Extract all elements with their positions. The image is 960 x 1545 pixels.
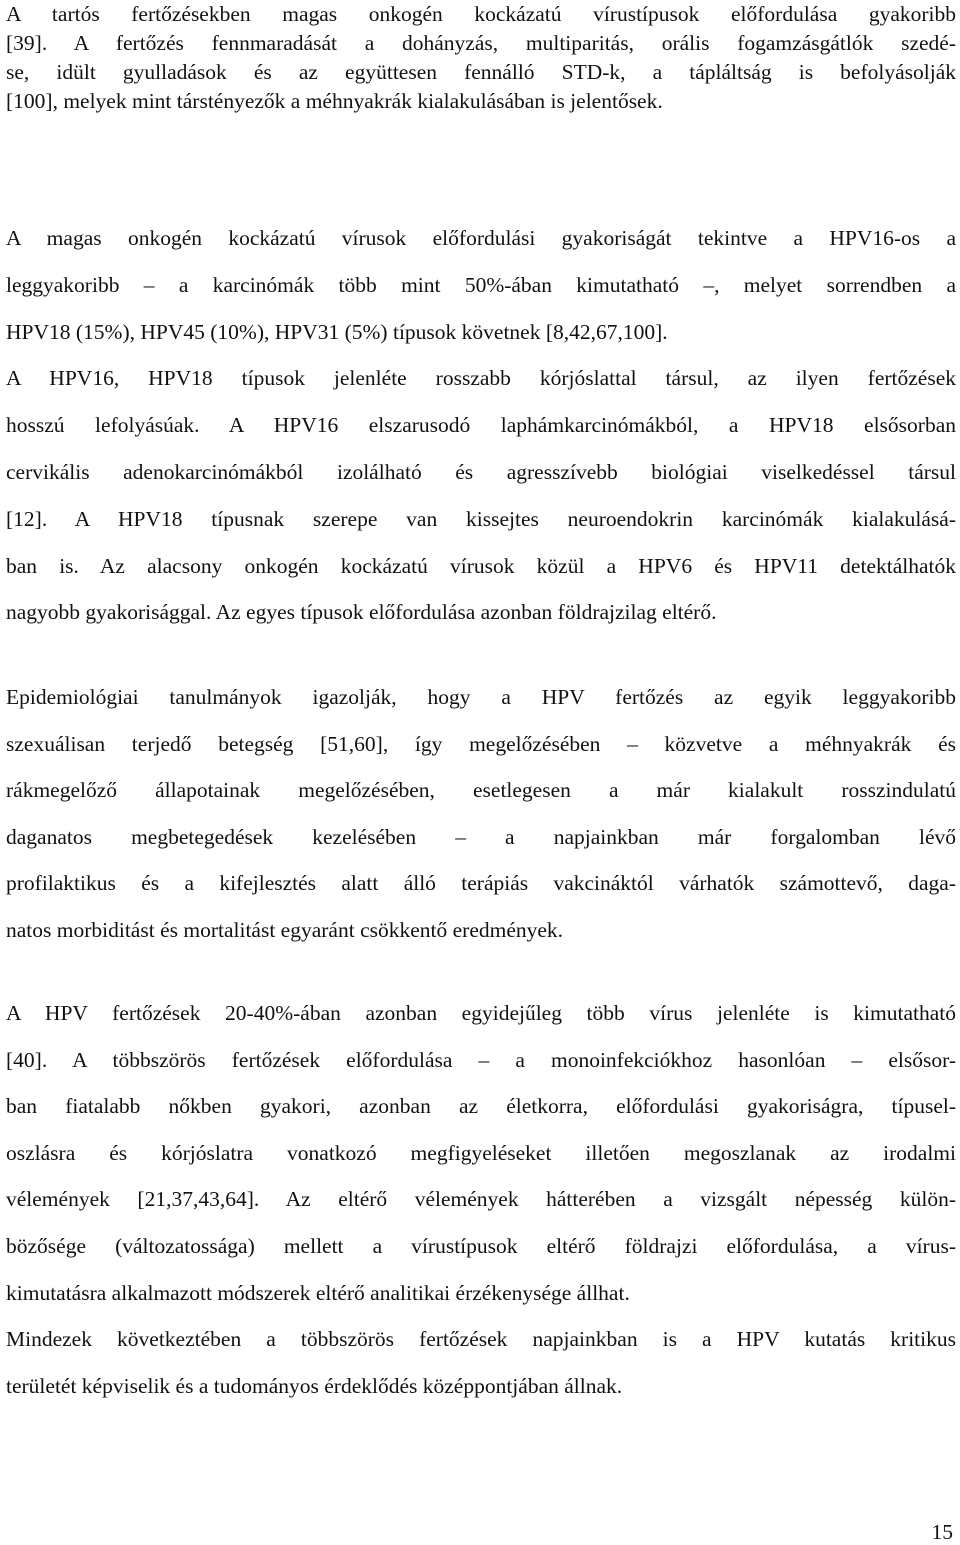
text-line: leggyakoribb – a karcinómák több mint 50%-ában kimutatható –, melyet sorrendben a	[6, 272, 956, 297]
text-line: A HPV fertőzések 20-40%-ában azonban egyidejűleg több vírus jelenléte is kimutatható	[6, 1001, 956, 1025]
text-line: bözősége (változatossága) mellett a vírustípusok eltérő földrajzi előfordulása, a vírus-	[6, 1233, 956, 1258]
text-line: szexuálisan terjedő betegség [51,60], így megelőzésében – közvetve a méhnyakrák és	[6, 731, 956, 756]
text-line: profilaktikus és a kifejlesztés alatt álló terápiás vakcináktól várhatók számottevő, daga-	[6, 871, 956, 896]
text-line: ban fiatalabb nőkben gyakori, azonban az életkorra, előfordulási gyakoriságra, típusel-	[6, 1094, 956, 1119]
text-line: HPV18 (15%), HPV45 (10%), HPV31 (5%) típusok követnek [8,42,67,100].	[6, 319, 668, 344]
text-line: [12]. A HPV18 típusnak szerepe van kissejtes neuroendokrin karcinómák kialakulásá-	[6, 506, 956, 531]
text-line: nagyobb gyakorisággal. Az egyes típusok előfordulása azonban földrajzilag eltérő.	[6, 600, 717, 625]
text-line: [100], melyek mint társtényezők a méhnyakrák kialakulásában is jelentősek.	[6, 89, 663, 113]
text-line: oszlásra és kórjóslatra vonatkozó megfigyeléseket illetően megoszlanak az irodalmi	[6, 1140, 956, 1165]
text-line: kimutatásra alkalmazott módszerek eltérő analitikai érzékenysége állhat.	[6, 1280, 630, 1305]
paragraph-persistent-infection	[6, 0, 956, 116]
text-line: A magas onkogén kockázatú vírusok előfordulási gyakoriságát tekintve a HPV16-os a	[6, 226, 956, 250]
text-line: cervikális adenokarcinómákból izolálható és agresszívebb biológiai viselkedéssel társul	[6, 459, 956, 484]
text-line: rákmegelőző állapotainak megelőzésében, esetlegesen a már kialakult rosszindulatú	[6, 778, 956, 803]
text-line: vélemények [21,37,43,64]. Az eltérő vélemények hátterében a vizsgált népesség külön-	[6, 1187, 956, 1212]
text-line: [40]. A többszörös fertőzések előfordulása – a monoinfekciókhoz hasonlóan – elsősor-	[6, 1047, 956, 1072]
text-line: daganatos megbetegedések kezelésében – a napjainkban már forgalomban lévő	[6, 824, 956, 849]
page-number: 15	[931, 1520, 953, 1544]
text-line: ban is. Az alacsony onkogén kockázatú vírusok közül a HPV6 és HPV11 detektálhatók	[6, 553, 956, 578]
text-line: A tartós fertőzésekben magas onkogén kockázatú vírustípusok előfordulása gyakoribb	[6, 2, 956, 26]
paragraph-high-risk-types	[6, 215, 956, 636]
text-line: natos morbiditást és mortalitást egyaránt csökkentő eredmények.	[6, 917, 564, 942]
paragraph-epidemiology	[6, 674, 956, 954]
text-line: Mindezek következtében a többszörös fertőzések napjainkban is a HPV kutatás kritikus	[6, 1327, 956, 1352]
text-line: Epidemiológiai tanulmányok igazolják, hogy a HPV fertőzés az egyik leggyakoribb	[6, 685, 956, 709]
text-line: területét képviselik és a tudományos érdeklődés középpontjában állnak.	[6, 1373, 623, 1398]
paragraph-multiple-infections	[6, 990, 956, 1409]
text-line: se, idült gyulladások és az együttesen fennálló STD-k, a tápláltság is befolyásolják	[6, 60, 956, 84]
text-line: A HPV16, HPV18 típusok jelenléte rosszabb kórjóslattal társul, az ilyen fertőzések	[6, 366, 956, 391]
text-line: hosszú lefolyásúak. A HPV16 elszarusodó laphámkarcinómákból, a HPV18 elsősorban	[6, 413, 956, 438]
text-line: [39]. A fertőzés fennmaradását a dohányzás, multiparitás, orális fogamzásgátlók szedé-	[6, 31, 956, 55]
